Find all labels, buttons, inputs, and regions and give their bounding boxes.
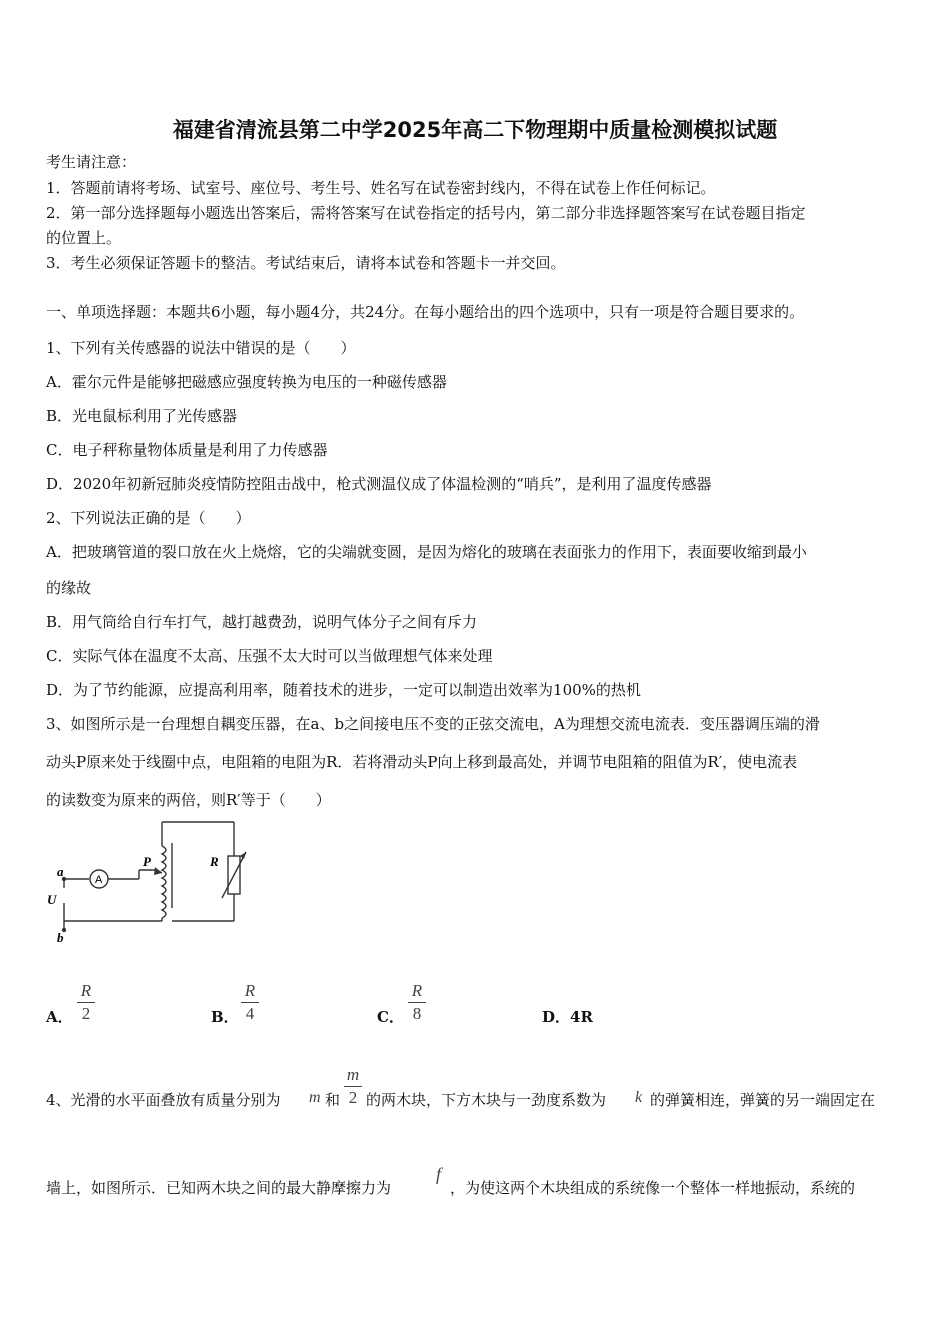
notice-item: 3．考生必须保证答题卡的整洁。考试结束后，请将本试卷和答题卡一并交回。 [46,254,566,272]
resistor-r-label: R [210,854,219,869]
q1-stem: 1、下列有关传感器的说法中错误的是（ ） [46,339,356,357]
notice-item: 的位置上。 [46,229,122,247]
q2-option-a: A．把玻璃管道的裂口放在火上烧熔，它的尖端就变圆，是因为熔化的玻璃在表面张力的作用下，表面要收缩到最小 [46,543,807,561]
q2-option-a-cont: 的缘故 [46,579,92,597]
q4-mass-half-fraction: m 2 [343,1066,363,1107]
q3-stem: 动头P原来处于线圈中点，电阻箱的电阻为R．若将滑动头P向上移到最高处，并调节电阻箱的阻值为R′，使电流表 [46,753,798,771]
q4-stem-part3: 的弹簧相连，弹簧的另一端固定在 [650,1091,876,1109]
q2-option-d: D．为了节约能源，应提高利用率，随着技术的进步，一定可以制造出效率为100%的热机 [46,681,641,699]
notice-item: 2．第一部分选择题每小题选出答案后，需将答案写在试卷指定的括号内，第二部分非选择题答案写在试卷题目指定 [46,204,806,222]
q3-option-d: D．4R [542,1008,593,1026]
q3-option-c-fraction: R 8 [407,982,427,1023]
q4-stem-line2a: 墙上，如图所示．已知两木块之间的最大静摩擦力为 [46,1179,392,1197]
notice-item: 1．答题前请将考场、试室号、座位号、考生号、姓名写在试卷密封线内，不得在试卷上作任何标记。 [46,179,716,197]
voltage-u-label: U [47,892,57,907]
q4-spring-k: k [635,1089,643,1106]
q1-option-b: B．光电鼠标利用了光传感器 [46,407,238,425]
coil-symbol [162,846,166,918]
q4-friction-f: f [436,1164,442,1184]
q4-stem-part1: 4、光滑的水平面叠放有质量分别为 [46,1091,281,1109]
q1-option-d: D．2020年初新冠肺炎疫情防控阻击战中，枪式测温仪成了体温检测的“哨兵”，是利用了温度传感器 [46,475,712,493]
ammeter-label: A [95,874,103,886]
section-heading: 一、单项选择题：本题共6小题，每小题4分，共24分。在每小题给出的四个选项中，只有一项是符合题目要求的。 [46,303,805,321]
q3-option-a-fraction: R 2 [76,982,96,1023]
q3-option-c-label: C． [377,1008,404,1026]
q3-option-a-label: A． [46,1008,73,1026]
q2-option-b: B．用气筒给自行车打气，越打越费劲，说明气体分子之间有斥力 [46,613,478,631]
q2-stem: 2、下列说法正确的是（ ） [46,509,251,527]
terminal-b-label: b [57,930,64,945]
q3-stem: 3、如图所示是一台理想自耦变压器，在a、b之间接电压不变的正弦交流电，A为理想交流电流表．变压器调压端的滑 [46,715,820,733]
slider-p-label: P [143,854,151,869]
q1-option-c: C．电子秤称量物体质量是利用了力传感器 [46,441,328,459]
transformer-circuit-diagram [44,818,254,948]
q4-stem-and: 和 [325,1091,341,1109]
q4-mass-m: m [309,1089,321,1106]
page-title: 福建省清流县第二中学2025年高二下物理期中质量检测模拟试题 [172,118,778,142]
q1-option-a: A．霍尔元件是能够把磁感应强度转换为电压的一种磁传感器 [46,373,447,391]
q3-option-b-fraction: R 4 [240,982,260,1023]
terminal-a-label: a [57,864,64,879]
q4-stem-line2b: ，为使这两个木块组成的系统像一个整体一样地振动，系统的 [450,1179,856,1197]
q4-stem-part2: 的两木块，下方木块与一劲度系数为 [366,1091,607,1109]
q2-option-c: C．实际气体在温度不太高、压强不太大时可以当做理想气体来处理 [46,647,493,665]
q3-stem: 的读数变为原来的两倍，则R′等于（ ） [46,791,331,809]
notice-heading: 考生请注意： [46,153,137,171]
q3-option-b-label: B． [211,1008,239,1026]
